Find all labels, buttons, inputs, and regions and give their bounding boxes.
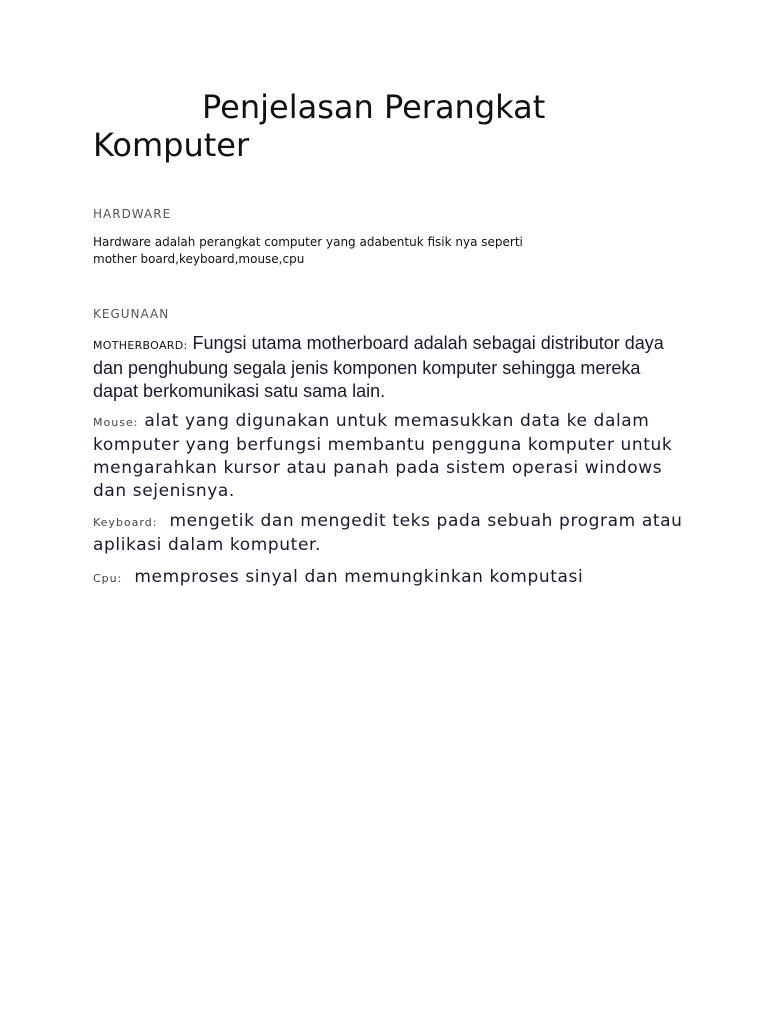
section-heading-kegunaan: KEGUNAAN [93,307,170,321]
usage-label-keyboard: Keyboard: [93,516,158,529]
document-title: Penjelasan Perangkat Komputer [93,88,546,164]
usage-label-cpu: Cpu: [93,572,123,585]
usage-item-keyboard [93,510,683,557]
usage-text-cpu: memproses sinyal dan memungkinkan komputasi [134,567,584,587]
usage-label-motherboard: MOTHERBOARD: [93,339,188,352]
usage-text-keyboard: mengetik dan mengedit teks pada sebuah program atau aplikasi dalam komputer. [93,511,683,555]
usage-item-motherboard [93,332,683,403]
usage-item-mouse [93,410,683,503]
section-heading-hardware: HARDWARE [93,207,172,221]
usage-item-cpu [93,566,683,590]
hardware-description: Hardware adalah perangkat computer yang adabentuk fisik nya seperti mother board,keyboard,mouse,cpu [93,235,523,266]
usage-text-mouse: alat yang digunakan untuk memasukkan data ke dalam komputer yang berfungsi membantu pengguna komputer untuk mengarahkan kursor atau panah pada sistem operasi windows dan sejenisnya. [93,411,673,501]
usage-label-mouse: Mouse: [93,416,139,429]
usage-text-motherboard: Fungsi utama motherboard adalah sebagai distributor daya dan penghubung segala jenis komponen komputer sehingga mereka dapat berkomunikasi satu sama lain. [93,333,664,401]
